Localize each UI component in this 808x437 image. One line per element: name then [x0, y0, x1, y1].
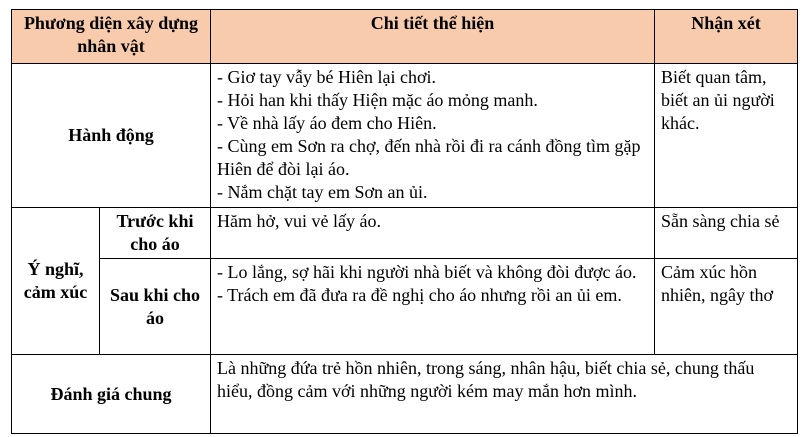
- header-comment: Nhận xét: [655, 10, 798, 64]
- row-after-details: [211, 259, 655, 355]
- row-action-comment: Biết quan tâm, biết an ủi người khác.: [655, 64, 798, 208]
- character-analysis-table: [11, 9, 798, 434]
- row-overall: [12, 355, 798, 434]
- action-detail-line: - Giơ tay vẫy bé Hiên lại chơi.: [217, 67, 436, 87]
- row-before-details: Hăm hở, vui vẻ lấy áo.: [211, 208, 655, 259]
- action-detail-line: - Hỏi han khi thấy Hiện mặc áo mỏng manh.: [217, 90, 538, 110]
- action-detail-line: - Cùng em Sơn ra chợ, đến nhà rồi đi ra cánh đồng tìm gặp Hiên để đòi lại áo.: [217, 136, 641, 179]
- row-thoughts-before: [12, 208, 798, 259]
- row-after-comment: Cảm xúc hồn nhiên, ngây thơ: [655, 259, 798, 355]
- row-action-details: [211, 64, 655, 208]
- after-detail-line: - Trách em đã đưa ra đề nghị cho áo nhưng rồi an ủi em.: [217, 285, 622, 305]
- row-before-comment: Sẵn sàng chia sẻ: [655, 208, 798, 259]
- header-aspect: Phương diện xây dựng nhân vật: [12, 10, 211, 64]
- row-overall-label: Đánh giá chung: [12, 355, 211, 434]
- row-before-label: Trước khi cho áo: [100, 208, 211, 259]
- row-action: [12, 64, 798, 208]
- row-action-label: Hành động: [12, 64, 211, 208]
- row-thoughts-label: Ý nghĩ, cảm xúc: [12, 208, 100, 355]
- row-after-label: Sau khi cho áo: [100, 259, 211, 355]
- after-detail-line: - Lo lắng, sợ hãi khi người nhà biết và không đòi được áo.: [217, 262, 637, 282]
- row-overall-details: Là những đứa trẻ hồn nhiên, trong sáng, nhân hậu, biết chia sẻ, chung thấu hiểu, đồng cảm với những người kém may mắn hơn mình.: [211, 355, 798, 434]
- header-details: Chi tiết thể hiện: [211, 10, 655, 64]
- action-detail-line: - Nắm chặt tay em Sơn an ủi.: [217, 182, 428, 202]
- action-detail-line: - Về nhà lấy áo đem cho Hiên.: [217, 113, 437, 133]
- header-row: [12, 10, 798, 64]
- row-thoughts-after: [12, 259, 798, 355]
